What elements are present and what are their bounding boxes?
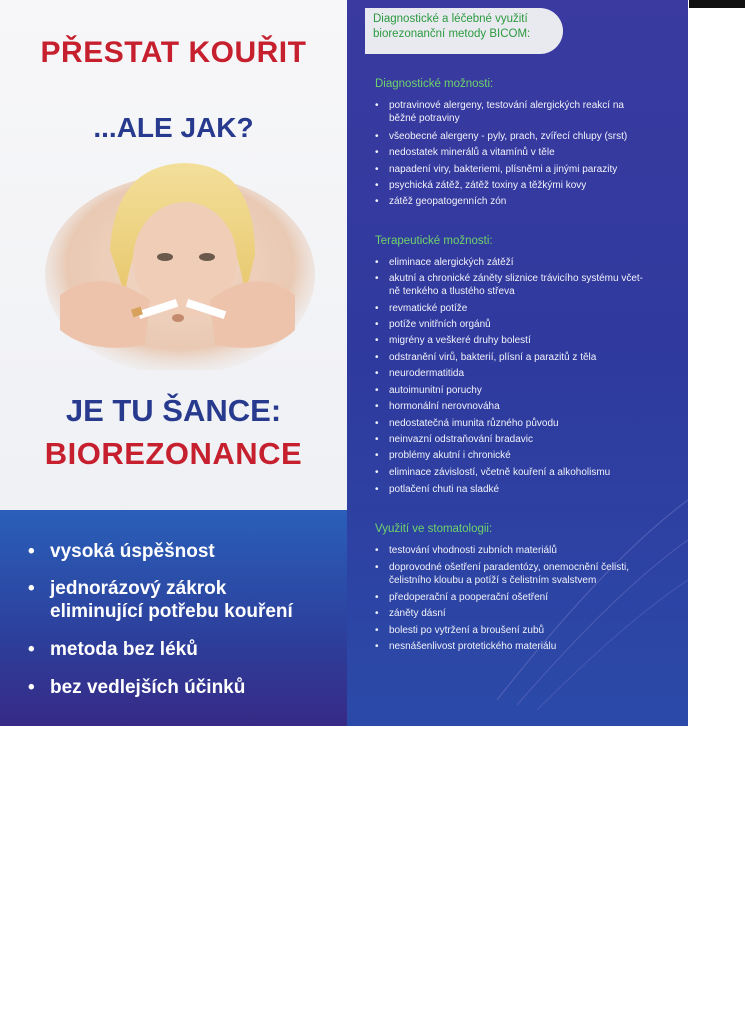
headline-here-is-chance: JE TU ŠANCE: bbox=[65, 393, 282, 428]
bullet-dot-icon: • bbox=[375, 418, 379, 429]
bullet-dot-icon: • bbox=[28, 639, 35, 660]
bullet-dot-icon: • bbox=[28, 541, 35, 562]
bullet-dot-icon: • bbox=[375, 303, 379, 314]
bullet-dot-icon: • bbox=[375, 368, 379, 379]
bullet-dot-icon: • bbox=[375, 484, 379, 495]
bullet-dot-icon: • bbox=[375, 401, 379, 412]
bullet-dot-icon: • bbox=[375, 273, 379, 284]
bullet-dot-icon: • bbox=[375, 335, 379, 346]
bullet-dot-icon: • bbox=[375, 608, 379, 619]
left-panel bbox=[0, 0, 347, 726]
bullet-dot-icon: • bbox=[375, 467, 379, 478]
bullet-dot-icon: • bbox=[375, 147, 379, 158]
headline-quit-smoking: PŘESTAT KOUŘIT bbox=[40, 36, 307, 69]
headline-but-how: ...ALE JAK? bbox=[93, 112, 254, 143]
bullet-dot-icon: • bbox=[375, 625, 379, 636]
benefits-box: • vysoká úspěšnost • jednorázový zákrok eliminující potřebu kouření • metoda bez léků • bez vedlejších účinků bbox=[0, 510, 347, 726]
bullet-dot-icon: • bbox=[375, 592, 379, 603]
scan-edge bbox=[689, 0, 745, 8]
bullet-dot-icon: • bbox=[28, 578, 35, 599]
therapeutic-heading: Terapeutické možnosti: bbox=[375, 235, 493, 247]
bullet-dot-icon: • bbox=[375, 562, 379, 573]
bullet-dot-icon: • bbox=[375, 352, 379, 363]
bullet-dot-icon: • bbox=[375, 545, 379, 556]
header-text: Diagnostické a léčebné využití biorezonanční metody BICOM: bbox=[373, 13, 531, 40]
bullet-dot-icon: • bbox=[375, 450, 379, 461]
bullet-dot-icon: • bbox=[375, 434, 379, 445]
bullet-dot-icon: • bbox=[375, 131, 379, 142]
bullet-dot-icon: • bbox=[375, 196, 379, 207]
bullet-dot-icon: • bbox=[28, 677, 35, 698]
bullet-dot-icon: • bbox=[375, 180, 379, 191]
bullet-dot-icon: • bbox=[375, 319, 379, 330]
bullet-dot-icon: • bbox=[375, 385, 379, 396]
right-panel: Diagnostické a léčebné využití biorezonanční metody BICOM: Diagnostické možnosti: • potravinové alergeny, testování alergických reakcí na běžné potraviny • všeobecné alergeny - pyly, prach, zvířecí chlupy (srst) • nedostatek minerálů a vitamínů v těle • napadení viry, bakteriemi, plísněmi a jinými parazity • psychická zátěž, zátěž toxiny a těžkými kovy • zátěž geopatogenních zón Terapeutické možnosti: • eliminace alergických zátěží • akutní a chronické záněty sliznice trávicího systému včet- ně tenkého a tlustého střeva • revmatické potíže • potíže vnitřních orgánů • migrény a veškeré druhy bolestí • odstranění virů, bakterií, plísní a parazitů z těla • neurodermatitida • autoimunitní poruchy • hormonální nerovnováha • nedostatečná imunita různého původu • neinvazní odstraňování bradavic • problémy akutní i chronické • eliminace závislostí, včetně kouření a alkoholismu • potlačení chuti na sladké Využití ve stomatologii: • testování vhodnosti zubních materiálů • doprovodné ošetření paradentózy, onemocnění čelisti, čelistního kloubu a potíží s čelistním svalstvem • předoperační a pooperační ošetření • záněty dásní • bolesti po vytržení a broušení zubů • nesnášenlivost protetického materiálu bbox=[347, 0, 688, 726]
bullet-dot-icon: • bbox=[375, 257, 379, 268]
woman-breaking-cigarette-photo bbox=[40, 155, 315, 370]
stomatology-heading: Využití ve stomatologii: bbox=[375, 523, 493, 535]
headline-bioresonance: BIOREZONANCE bbox=[44, 436, 303, 471]
bullet-dot-icon: • bbox=[375, 100, 379, 111]
bullet-dot-icon: • bbox=[375, 641, 379, 652]
diagnostic-heading: Diagnostické možnosti: bbox=[375, 78, 494, 90]
bullet-dot-icon: • bbox=[375, 164, 379, 175]
